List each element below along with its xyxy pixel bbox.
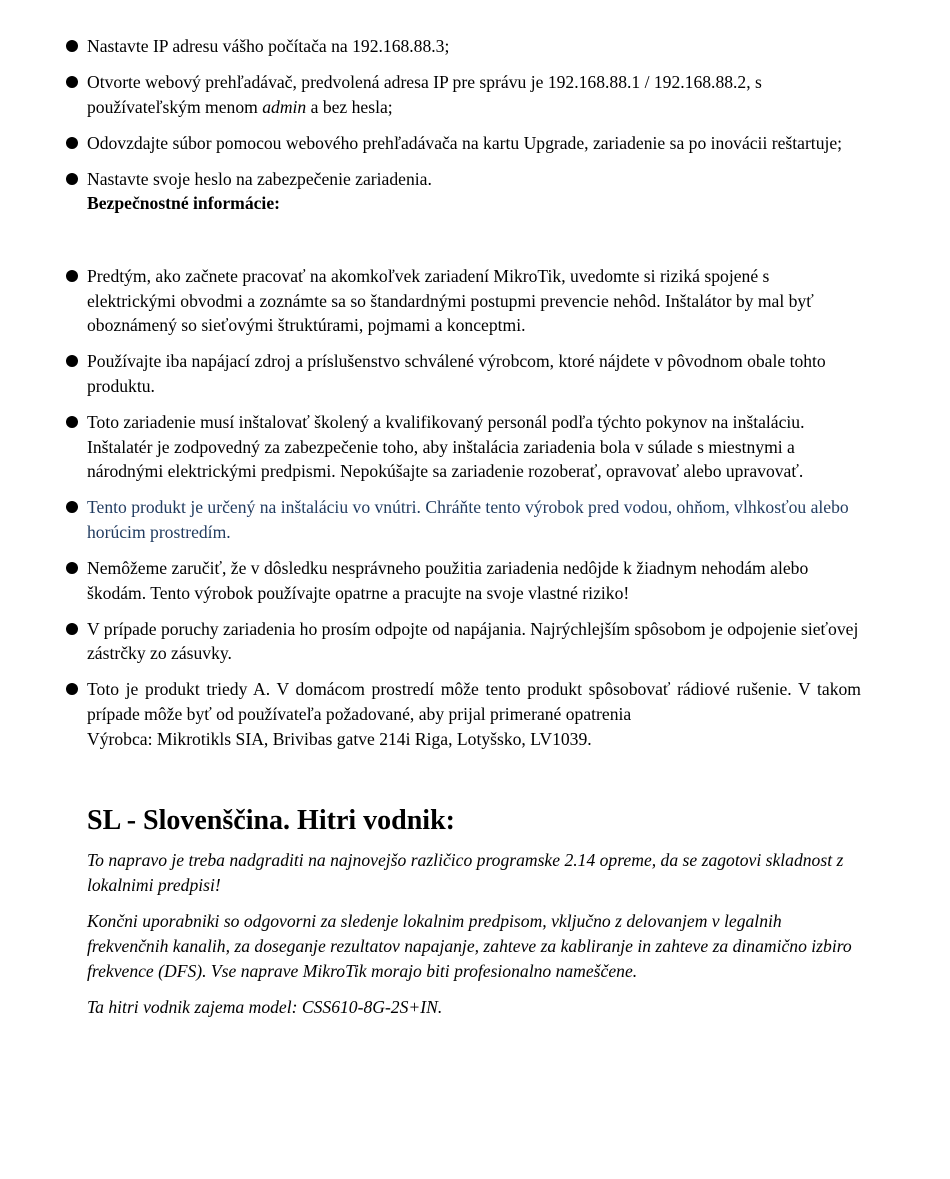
sl-quick-guide-section xyxy=(87,803,867,1031)
safety-heading: Bezpečnostné informácie: xyxy=(87,193,280,214)
upgrade-notice: To napravo je treba nadgraditi na najnovejšo različico programske 2.14 opreme, da se zagotovi skladnost z lokalnimi predpisi! xyxy=(87,850,844,895)
step-text: Nastavte svoje heslo na zabezpečenie zariadenia. xyxy=(87,168,432,189)
bullet-icon xyxy=(66,270,78,282)
list-item xyxy=(0,131,861,156)
list-item xyxy=(0,556,861,605)
step-text: Nastavte IP adresu vášho počítača na 192.168.88.3; xyxy=(87,36,450,56)
section-heading: SL - Slovenščina. Hitri vodnik: xyxy=(87,805,455,836)
list-item xyxy=(0,495,861,544)
step-text: Odovzdajte súbor pomocou webového prehľadávača na kartu Upgrade, zariadenie sa po inovácii reštartuje; xyxy=(87,132,843,153)
list-item xyxy=(0,410,861,484)
list-item xyxy=(0,617,861,666)
bullet-icon xyxy=(66,562,78,574)
safety-text: Predtým, ako začnete pracovať na akomkoľvek zariadení MikroTik, uvedomte si riziká spojené s elektrickými obvodmi a zoznámte sa so štandardnými postupmi prevencie nehôd. Inštalátor by mal byť oboznámený so sieťovými štruktúrami, pojmami a konceptmi. xyxy=(87,266,814,336)
safety-text-highlighted: Tento produkt je určený na inštaláciu vo vnútri. Chráňte tento výrobok pred vodou, ohňom, vlhkosťou alebo horúcim prostredím. xyxy=(87,497,849,542)
safety-info-list xyxy=(0,264,950,763)
safety-text: V prípade poruchy zariadenia ho prosím odpojte od napájania. Najrýchlejším spôsobom je odpojenie sieťovej zástrčky zo zásuvky. xyxy=(87,618,859,664)
bullet-icon xyxy=(66,76,78,88)
bullet-icon xyxy=(66,355,78,367)
list-item xyxy=(0,70,861,119)
step-text: Otvorte webový prehľadávač, predvolená adresa IP pre správu je 192.168.88.1 / 192.168.88.2, s používateľským menom xyxy=(87,72,762,117)
safety-text: Toto je produkt triedy A. V domácom prostredí môže tento produkt spôsobovať rádiové rušenie. V takom prípade môže byť od používateľa požadované, aby prijal primerané opatrenia xyxy=(87,679,861,724)
manufacturer-text: Výrobca: Mikrotikls SIA, Brivibas gatve 214i Riga, Lotyšsko, LV1039. xyxy=(87,728,592,749)
bullet-icon xyxy=(66,173,78,185)
safety-text: Toto zariadenie musí inštalovať školený a kvalifikovaný personál podľa týchto pokynov na inštaláciu. Inštalatér je zodpovedný za zabezpečenie toho, aby inštalácia zariadenia bola v súlade s miestnymi a národnými elektrickými predpismi. Nepokúšajte sa zariadenie rozoberať, opravovať alebo upravovať. xyxy=(87,411,805,482)
list-item xyxy=(0,349,861,398)
regulation-notice: Končni uporabniki so odgovorni za sledenje lokalnim predpisom, vključno z delovanjem v legalnih frekvenčnih kanalih, za doseganje rezultatov napajanje, zahteve za kabliranje in zahteve za dinamično izbiro frekvence (DFS). Vse naprave MikroTik morajo biti profesionalno nameščene. xyxy=(87,911,852,981)
list-item xyxy=(0,167,861,216)
username-text: admin xyxy=(262,96,307,117)
bullet-icon xyxy=(66,683,78,695)
bullet-icon xyxy=(66,623,78,635)
bullet-icon xyxy=(66,137,78,149)
list-item xyxy=(0,34,861,59)
bullet-icon xyxy=(66,501,78,513)
list-item xyxy=(0,264,861,338)
bullet-icon xyxy=(66,416,78,428)
safety-text: Používajte iba napájací zdroj a príslušenstvo schválené výrobcom, ktoré nájdete v pôvodnom obale tohto produktu. xyxy=(87,351,826,396)
list-item xyxy=(0,677,861,751)
setup-steps-list xyxy=(0,34,950,228)
step-text: a bez hesla; xyxy=(306,96,393,117)
model-notice: Ta hitri vodnik zajema model: CSS610-8G-2S+IN. xyxy=(87,997,443,1017)
bullet-icon xyxy=(66,40,78,52)
safety-text: Nemôžeme zaručiť, že v dôsledku nesprávneho použitia zariadenia nedôjde k žiadnym nehodám alebo škodám. Tento výrobok používajte opatrne a pracujte na svoje vlastné riziko! xyxy=(87,557,809,603)
